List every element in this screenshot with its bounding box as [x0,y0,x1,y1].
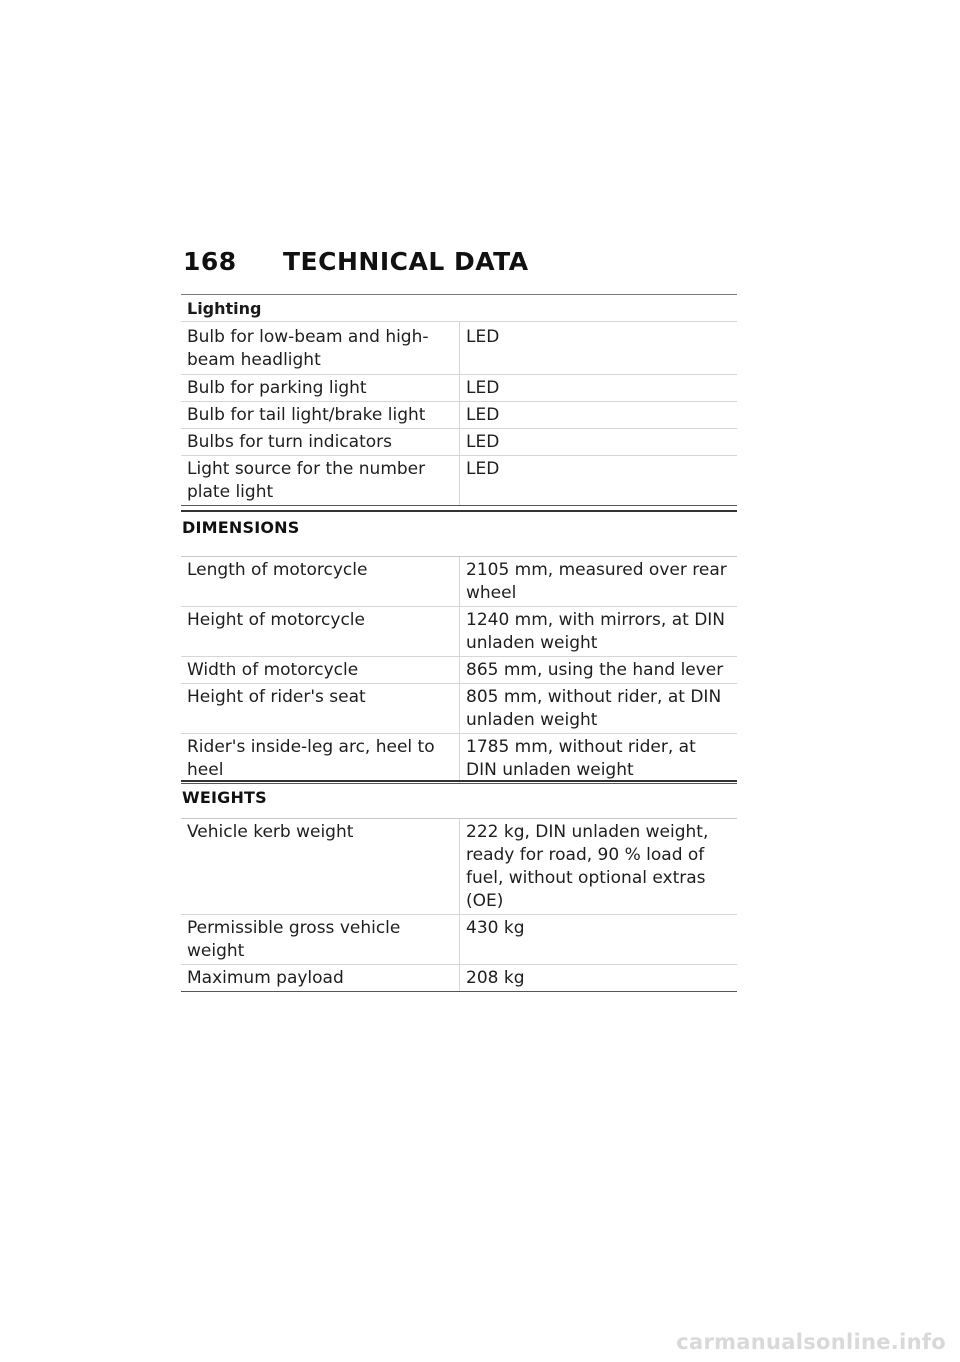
spec-label: Height of rider's seat [181,684,460,734]
table-row [181,557,737,607]
lighting-title: Lighting [181,295,737,322]
spec-label: Permissible gross vehicle weight [181,915,460,965]
table-row [181,657,737,684]
spec-label: Width of motorcycle [181,657,460,684]
page-header [183,243,529,279]
lighting-table [181,322,737,506]
spec-label: Vehicle kerb weight [181,819,460,915]
spec-label: Length of motorcycle [181,557,460,607]
lighting-section [181,294,737,506]
spec-label: Light source for the number plate light [181,456,460,506]
table-row [181,915,737,965]
table-row [181,456,737,506]
spec-value: 1785 mm, without rider, at DIN unladen weight [460,734,738,784]
weights-section [181,780,737,992]
table-row [181,429,737,456]
spec-value: LED [460,402,738,429]
table-row [181,322,737,375]
weights-table [181,819,737,992]
spec-label: Maximum payload [181,965,460,992]
spec-value: 2105 mm, measured over rear wheel [460,557,738,607]
table-row [181,965,737,992]
spec-label: Rider's inside-leg arc, heel to heel [181,734,460,784]
spec-label: Bulbs for turn indicators [181,429,460,456]
dimensions-section [181,510,737,784]
spec-label: Height of motorcycle [181,607,460,657]
dimensions-table [181,557,737,784]
table-row [181,734,737,784]
spec-value: 208 kg [460,965,738,992]
spec-value: 222 kg, DIN unladen weight, ready for road, 90 % load of fuel, without optional extras (OE) [460,819,738,915]
dimensions-title: DIMENSIONS [182,518,300,537]
page-title: TECHNICAL DATA [283,246,529,276]
spec-value: LED [460,429,738,456]
watermark: carmanualsonline.info [676,1330,946,1354]
spec-value: 805 mm, without rider, at DIN unladen weight [460,684,738,734]
spec-value: LED [460,375,738,402]
table-row [181,684,737,734]
page-number: 168 [183,246,237,276]
spec-value: LED [460,322,738,375]
spec-value: 865 mm, using the hand lever [460,657,738,684]
spec-label: Bulb for tail light/brake light [181,402,460,429]
spec-value: LED [460,456,738,506]
table-row [181,375,737,402]
spec-value: 430 kg [460,915,738,965]
table-row [181,607,737,657]
spec-label: Bulb for low-beam and high-beam headlight [181,322,460,375]
spec-label: Bulb for parking light [181,375,460,402]
table-row [181,402,737,429]
spec-value: 1240 mm, with mirrors, at DIN unladen weight [460,607,738,657]
table-row [181,819,737,915]
weights-title: WEIGHTS [182,788,267,807]
